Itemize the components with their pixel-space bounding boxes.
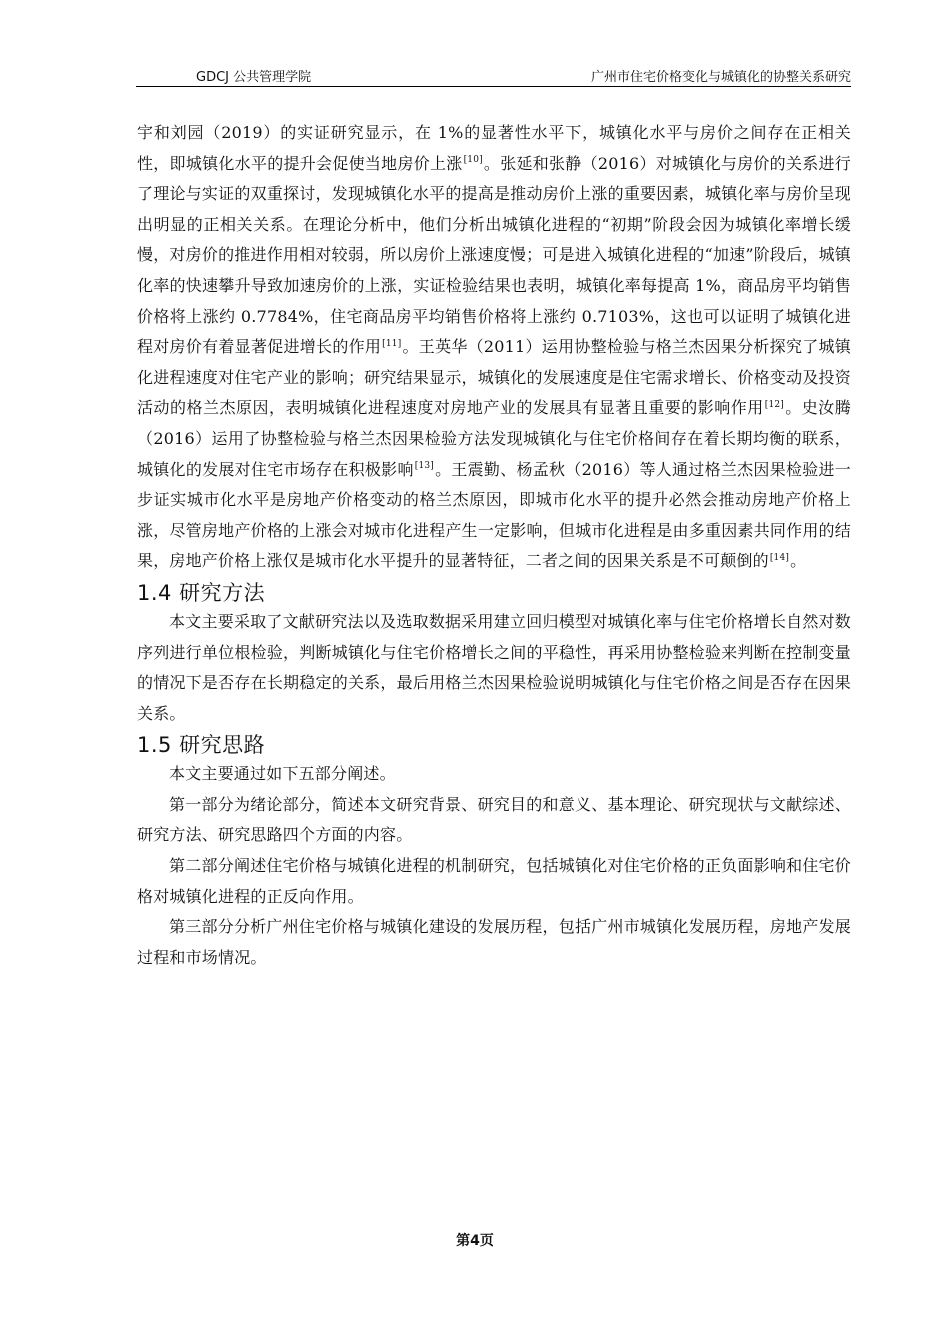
- literature-review-paragraph: [137, 118, 851, 577]
- lit-text-1: 宇和刘园（2019）的实证研究显示，在 1%的显著性水平下，城镇化水平与房价之间存在正相关性，即城镇化水平的提升会促使当地房价上涨: [137, 123, 851, 173]
- page-header: [136, 66, 851, 87]
- section-heading-research-approach: 1.5 研究思路: [137, 733, 266, 758]
- citation-10: [10]: [463, 155, 483, 166]
- approach-paragraph-part-3: 第三部分分析广州住宅价格与城镇化建设的发展历程，包括广州市城镇化发展历程，房地产发展过程和市场情况。: [137, 917, 851, 967]
- citation-12: [12]: [764, 400, 785, 411]
- lit-text-6: 。: [790, 551, 807, 571]
- page-number: 第4页: [456, 1233, 494, 1249]
- citation-14: [14]: [769, 552, 790, 563]
- lit-text-3: 。王英华（2011）运用协整检验与格兰杰因果分析探究了城镇化进程速度对住宅产业的影响；研究结果显示，城镇化的发展速度是住宅需求增长、价格变动及投资活动的格兰杰原因，表明城镇化进程速度对房地产业的发展具有显著且重要的影响作用: [137, 337, 851, 418]
- research-methods-paragraph: 本文主要采取了文献研究法以及选取数据采用建立回归模型对城镇化率与住宅价格增长自然对数序列进行单位根检验，判断城镇化与住宅价格增长之间的平稳性，再采用协整检验来判断在控制变量的情况下是否存在长期稳定的关系，最后用格兰杰因果检验说明城镇化与住宅价格之间是否存在因果关系。: [137, 611, 851, 723]
- lit-text-5: 。王震勤、杨孟秋（2016）等人通过格兰杰因果检验进一步证实城市化水平是房地产价格变动的格兰杰原因，即城市化水平的提升必然会推动房地产价格上涨，尽管房地产价格的上涨会对城市化进程产生一定影响，但城市化进程是由多重因素共同作用的结果，房地产价格上涨仅是城市化水平提升的显著特征，二者之间的因果关系是不可颠倒的: [137, 459, 852, 571]
- approach-paragraph-part-2: 第二部分阐述住宅价格与城镇化进程的机制研究，包括城镇化对住宅价格的正负面影响和住宅价格对城镇化进程的正反向作用。: [137, 856, 851, 906]
- lit-text-4: 。史汝腾（2016）运用了协整检验与格兰杰因果检验方法发现城镇化与住宅价格间存在着长期均衡的联系，城镇化的发展对住宅市场存在积极影响: [137, 398, 851, 479]
- header-school-name: GDCJ 公共管理学院: [196, 70, 312, 85]
- section-heading-research-methods: 1.4 研究方法: [137, 580, 266, 605]
- citation-13: [13]: [414, 461, 435, 472]
- approach-paragraph-intro: 本文主要通过如下五部分阐述。: [169, 764, 396, 784]
- page-body: [137, 118, 851, 973]
- citation-11: [11]: [382, 338, 402, 349]
- lit-text-2: 。张延和张静（2016）对城镇化与房价的关系进行了理论与实证的双重探讨，发现城镇化水平的提高是推动房价上涨的重要因素，城镇化率与房价呈现出明显的正相关关系。在理论分析中，他们分析出城镇化进程的“初期”阶段会因为城镇化率增长缓慢，对房价的推进作用相对较弱，所以房价上涨速度慢；可是进入城镇化进程的“加速”阶段后，城镇化率的快速攀升导致加速房价的上涨，实证检验结果也表明，城镇化率每提高 1%，商品房平均销售价格将上涨约 0.7784%，住宅商品房平均销售价格将上涨约 0.7103%，这也可以证明了城镇化进程对房价有着显著促进增长的作用: [137, 153, 851, 357]
- approach-paragraph-part-1: 第一部分为绪论部分，简述本文研究背景、研究目的和意义、基本理论、研究现状与文献综述、研究方法、研究思路四个方面的内容。: [137, 794, 851, 845]
- header-thesis-title: 广州市住宅价格变化与城镇化的协整关系研究: [590, 70, 851, 85]
